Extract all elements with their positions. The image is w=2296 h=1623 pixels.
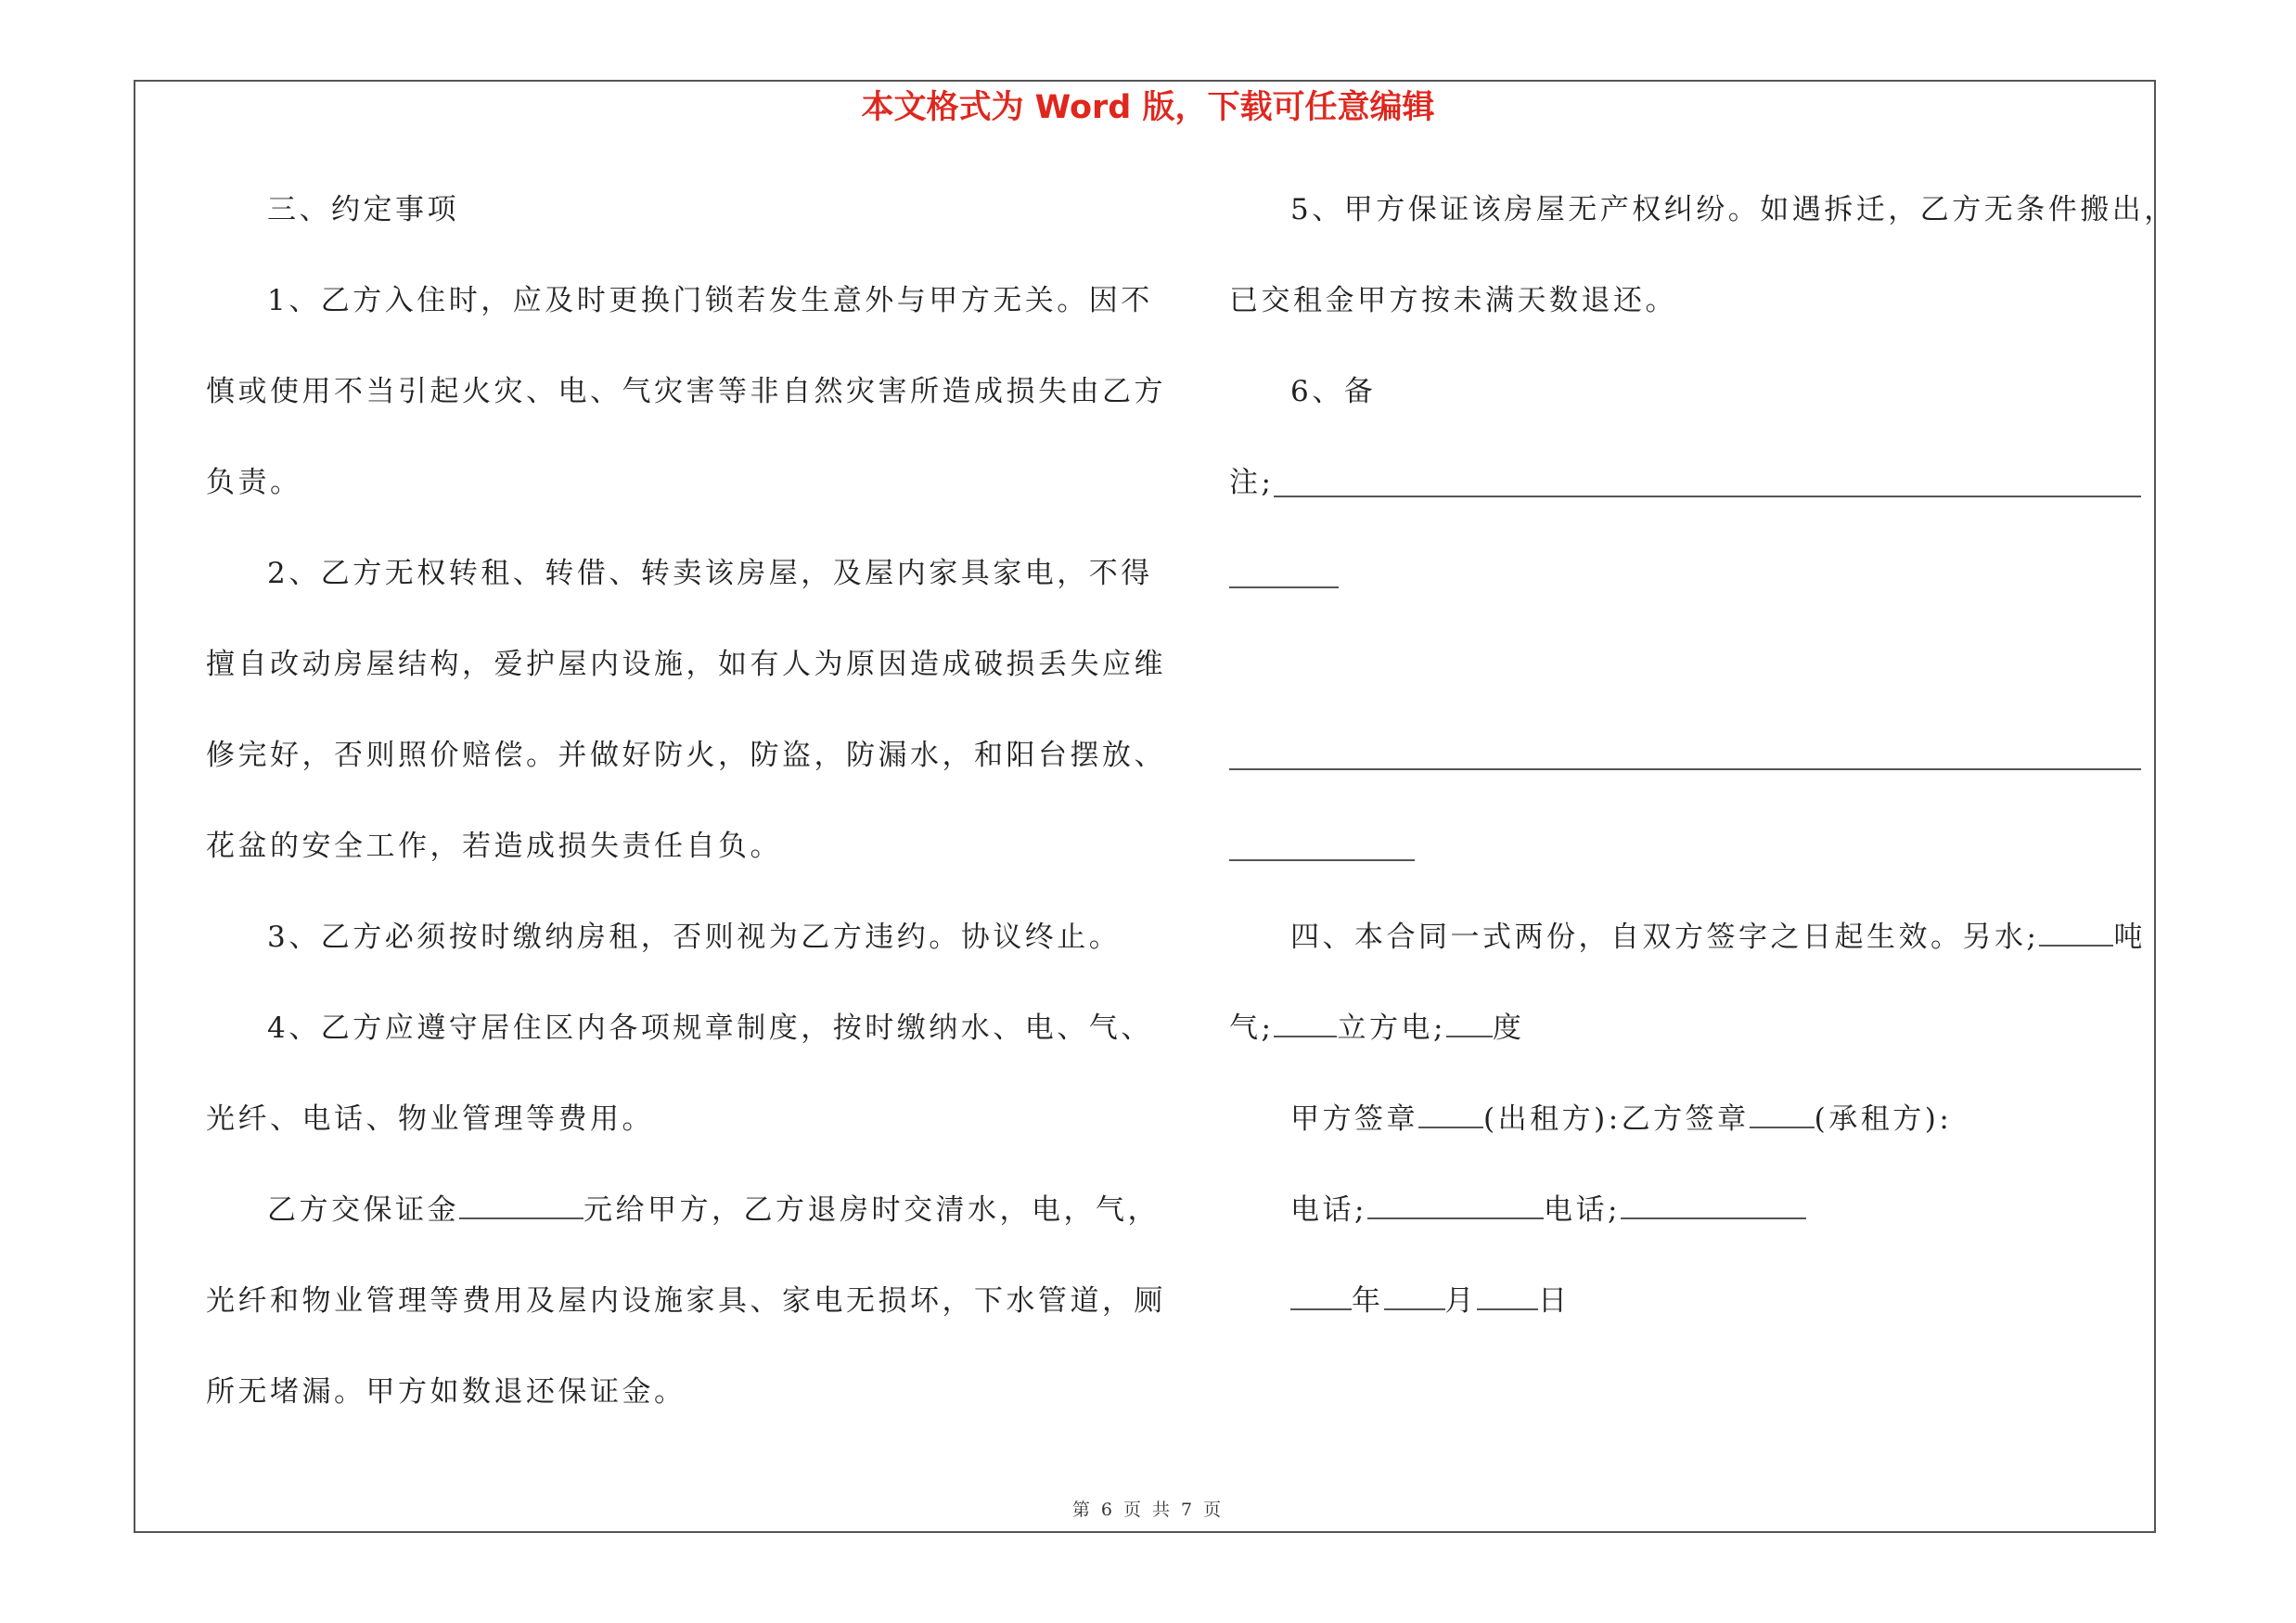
item1-line3: 负责。 (206, 466, 302, 499)
party-a-sign-blank[interactable] (1418, 1102, 1483, 1128)
party-a-sign: 甲方签章 (1290, 1102, 1418, 1136)
item-four-prefix: 四、本合同一式两份，自双方签字之日起生效。另水; (1290, 921, 2040, 954)
day-blank[interactable] (1477, 1284, 1538, 1310)
remark-blank-1[interactable] (1274, 496, 2141, 497)
water-unit: 吨 (2113, 921, 2146, 954)
deposit-suffix: 元给甲方，乙方退房时交清水，电，气， (584, 1193, 1160, 1227)
format-banner: 本文格式为 Word 版，下载可任意编辑 (861, 89, 1435, 126)
item5-line2: 已交租金甲方按未满天数退还。 (1229, 284, 1677, 317)
item2-line4: 花盆的安全工作，若造成损失责任自负。 (206, 830, 782, 863)
month-label: 月 (1444, 1284, 1477, 1318)
utilities-line (1229, 1010, 1524, 1047)
item4-line2: 光纤、电话、物业管理等费用。 (206, 1102, 654, 1136)
page-footer: 第 6 页 共 7 页 (1071, 1500, 1225, 1520)
water-blank[interactable] (2039, 921, 2113, 947)
lessee-label: (承租方): (1814, 1102, 1953, 1136)
item2-line3: 修完好，否则照价赔偿。并做好防火，防盗，防漏水，和阳台摆放、 (206, 739, 1166, 772)
electric-unit: 度 (1492, 1011, 1525, 1045)
party-b-sign: 乙方签章 (1621, 1102, 1750, 1136)
phone-b-blank[interactable] (1621, 1193, 1806, 1219)
deposit-line1 (267, 1191, 1160, 1229)
gas-label: 气; (1229, 1011, 1275, 1045)
phone-b-label: 电话; (1543, 1193, 1621, 1227)
remark-blank-2[interactable] (1229, 586, 1339, 588)
day-label: 日 (1538, 1284, 1571, 1318)
remark-label: 注; (1229, 466, 1275, 499)
item3-line1: 3、乙方必须按时缴纳房租，否则视为乙方违约。协议终止。 (267, 921, 1122, 954)
deposit-line3: 所无堵漏。甲方如数退还保证金。 (206, 1375, 686, 1409)
deposit-amount-blank[interactable] (459, 1193, 584, 1219)
gas-unit: 立方电; (1337, 1011, 1446, 1045)
deposit-line2: 光纤和物业管理等费用及屋内设施家具、家电无损坏，下水管道，厕 (206, 1284, 1166, 1318)
remark-blank-3[interactable] (1229, 768, 2141, 770)
item2-line2: 擅自改动房屋结构，爱护屋内设施，如有人为原因造成破损丢失应维 (206, 648, 1166, 681)
item1-line2: 慎或使用不当引起火灾、电、气灾害等非自然灾害所造成损失由乙方 (206, 375, 1166, 408)
party-b-sign-blank[interactable] (1750, 1102, 1815, 1128)
phone-line (1290, 1191, 1806, 1229)
gas-blank[interactable] (1274, 1011, 1337, 1037)
item1-line1: 1、乙方入住时，应及时更换门锁若发生意外与甲方无关。因不 (267, 284, 1153, 317)
item-four-line1 (1290, 919, 2146, 956)
phone-a-label: 电话; (1290, 1193, 1367, 1227)
deposit-prefix: 乙方交保证金 (267, 1193, 459, 1227)
date-line (1290, 1282, 1571, 1320)
lessor-label: (出租方): (1483, 1102, 1622, 1136)
section-heading: 三、约定事项 (267, 193, 459, 226)
item4-line1: 4、乙方应遵守居住区内各项规章制度，按时缴纳水、电、气、 (267, 1011, 1153, 1045)
signature-line (1290, 1101, 1952, 1138)
year-label: 年 (1352, 1284, 1384, 1318)
phone-a-blank[interactable] (1367, 1193, 1544, 1219)
month-blank[interactable] (1384, 1284, 1445, 1310)
remark-blank-4[interactable] (1229, 859, 1415, 861)
electric-blank[interactable] (1446, 1011, 1493, 1037)
year-blank[interactable] (1290, 1284, 1352, 1310)
item6-label: 6、备 (1290, 375, 1377, 408)
item5-line1: 5、甲方保证该房屋无产权纠纷。如遇拆迁，乙方无条件搬出， (1290, 193, 2176, 226)
item2-line1: 2、乙方无权转租、转借、转卖该房屋，及屋内家具家电，不得 (267, 557, 1153, 590)
